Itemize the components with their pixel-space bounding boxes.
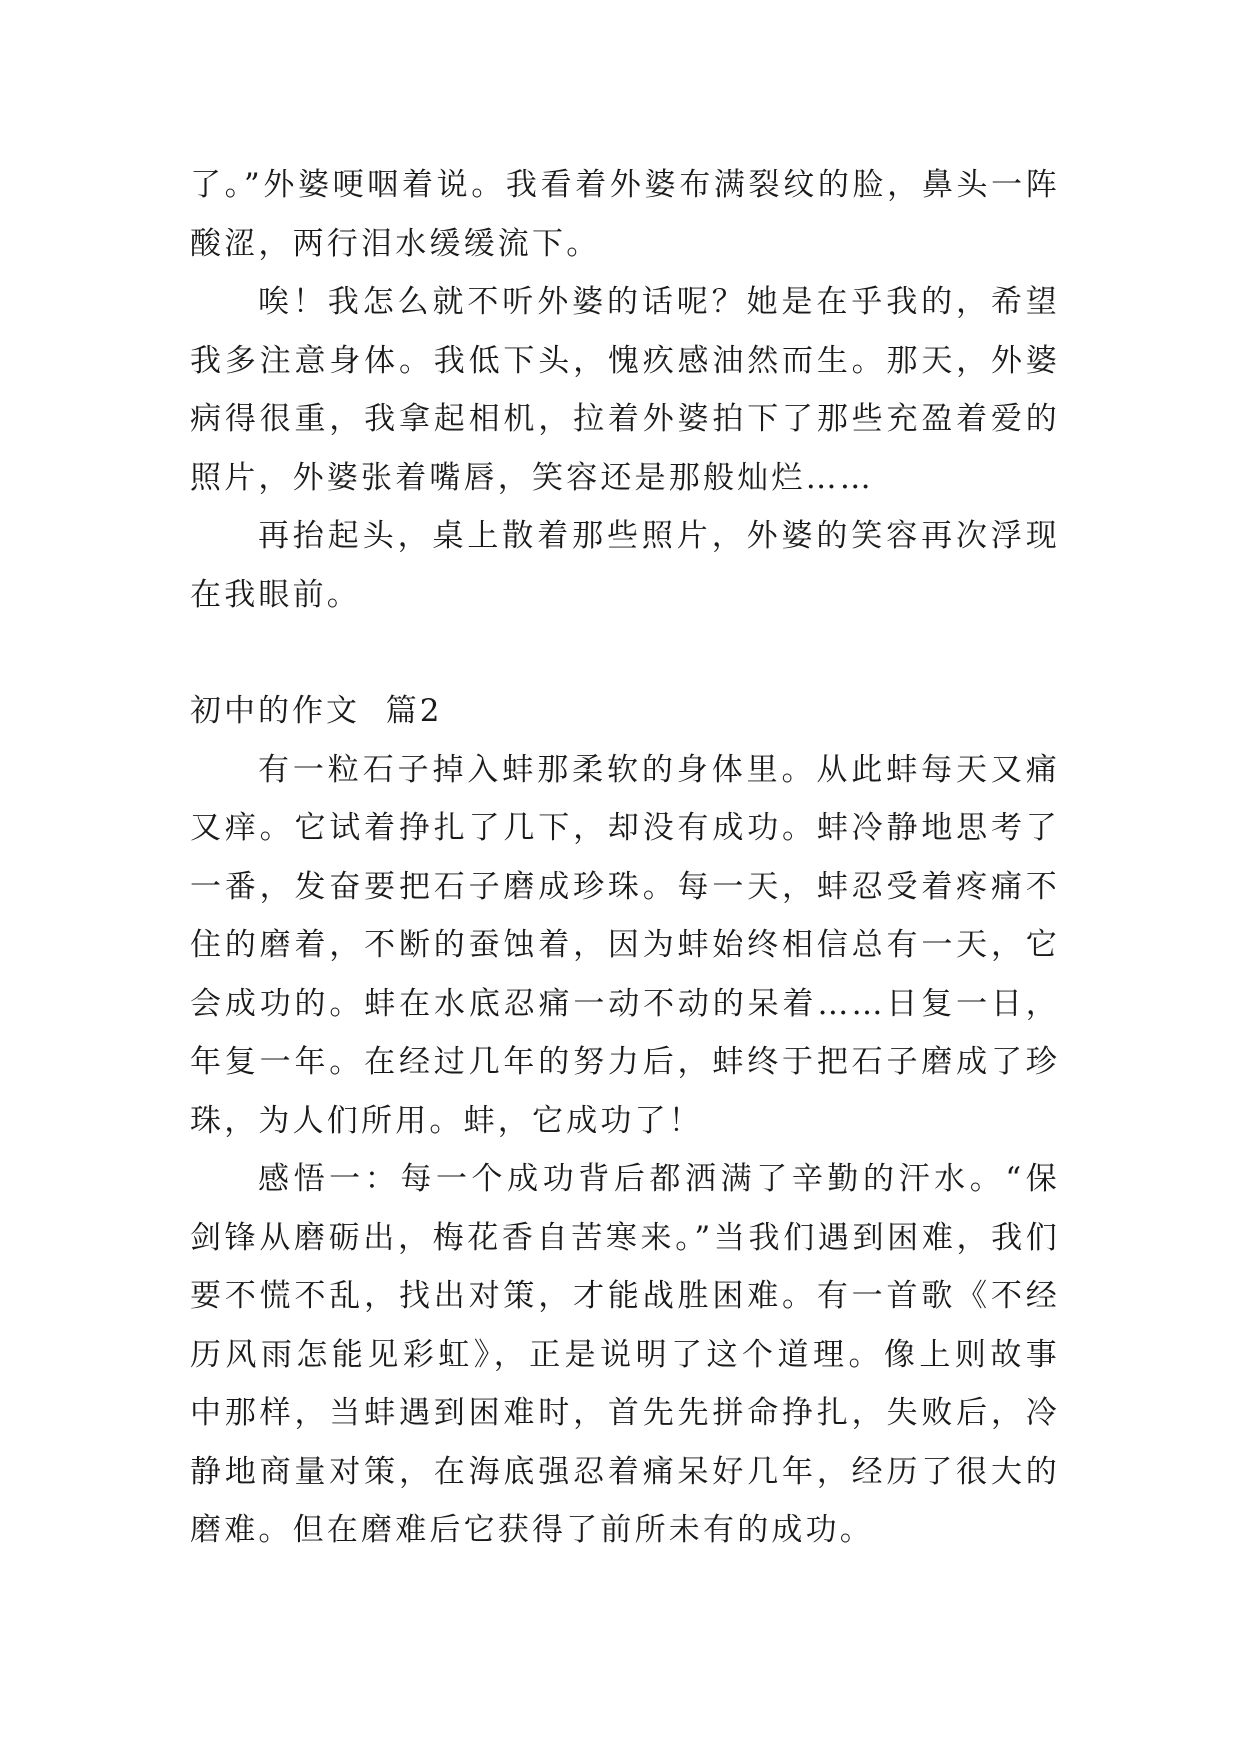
paragraph: 唉！我怎么就不听外婆的话呢？她是在乎我的，希望我多注意身体。我低下头，愧疚感油然而生。那天，外婆病得很重，我拿起相机，拉着外婆拍下了那些充盈着爱的照片，外婆张着嘴唇，笑容还是那般灿烂……	[190, 284, 1060, 496]
paragraph: 再抬起头，桌上散着那些照片，外婆的笑容再次浮现在我眼前。	[190, 518, 1060, 613]
paragraph: 感悟一：每一个成功背后都洒满了辛勤的汗水。“保剑锋从磨砺出，梅花香自苦寒来。”当我们遇到困难，我们要不慌不乱，找出对策，才能战胜困难。有一首歌《不经历风雨怎能见彩虹》，正是说明了这个道理。像上则故事中那样，当蚌遇到困难时，首先先拼命挣扎，失败后，冷静地商量对策，在海底强忍着痛呆好几年，经历了很大的磨难。但在磨难后它获得了前所未有的成功。	[190, 1161, 1060, 1548]
paragraph-continuation: 了。”外婆哽咽着说。我看着外婆布满裂纹的脸，鼻头一阵酸涩，两行泪水缓缓流下。	[190, 167, 1060, 262]
section-heading: 初中的作文 篇2	[190, 693, 443, 729]
document-body	[190, 156, 1060, 1560]
paragraph: 有一粒石子掉入蚌那柔软的身体里。从此蚌每天又痛又痒。它试着挣扎了几下，却没有成功。蚌冷静地思考了一番，发奋要把石子磨成珍珠。每一天，蚌忍受着疼痛不住的磨着，不断的蚕蚀着，因为蚌始终相信总有一天，它会成功的。蚌在水底忍痛一动不动的呆着……日复一日，年复一年。在经过几年的努力后，蚌终于把石子磨成了珍珠，为人们所用。蚌，它成功了！	[190, 751, 1060, 1139]
section-spacer	[190, 624, 1060, 682]
